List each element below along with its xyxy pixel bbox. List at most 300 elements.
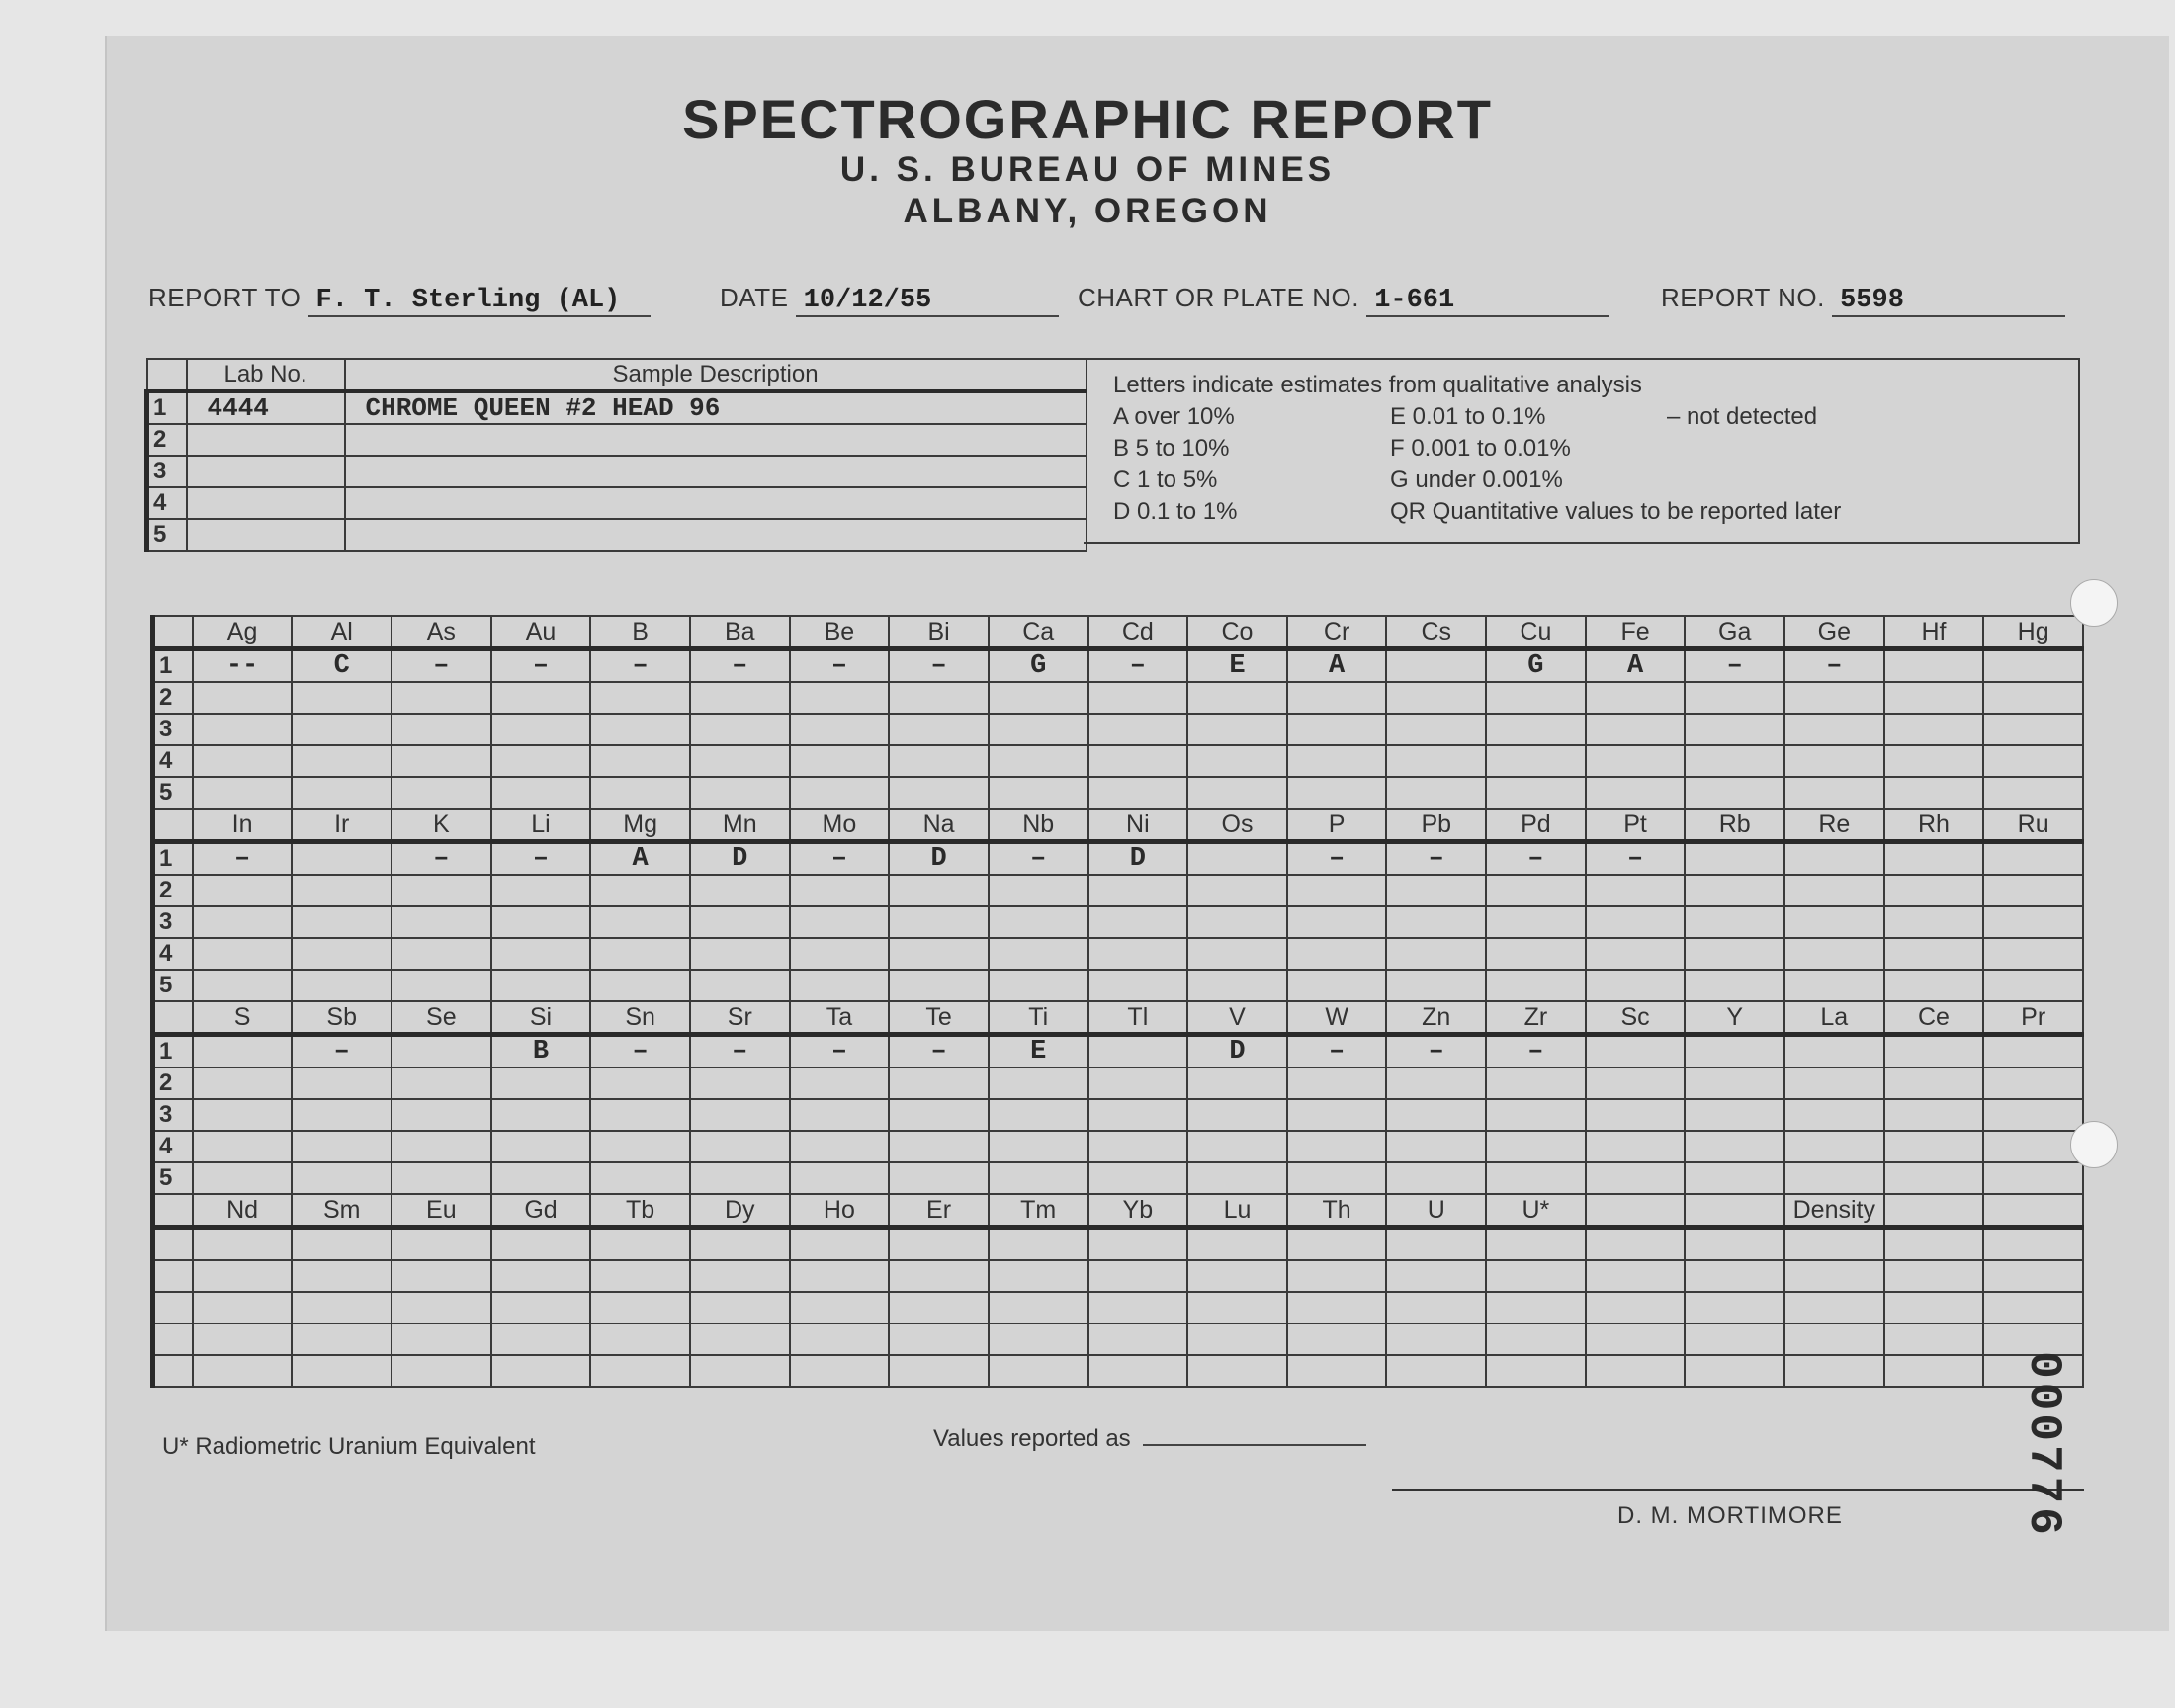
element-value-cell [491,682,591,714]
element-value-cell [392,1162,491,1194]
element-value-cell [790,714,890,745]
element-block-1-sample-row [153,649,2084,683]
element-value-cell [790,875,890,906]
element-value-cell [1088,1228,1188,1261]
element-value-cell [590,970,690,1001]
element-value-cell [1386,714,1486,745]
element-value-cell [590,906,690,938]
element-value-cell [1784,938,1884,970]
element-value-cell [1983,714,2083,745]
element-header-cell: Hg [1983,616,2083,649]
element-value-cell [193,1260,293,1292]
element-block-1-sample-row [153,777,2084,809]
element-value-cell [1685,682,1784,714]
legend-a: A over 10% [1113,403,1235,430]
element-value-cell [690,1068,790,1099]
element-value-cell [690,745,790,777]
element-value-cell [790,938,890,970]
element-header-cell: Mn [690,809,790,842]
lab-no-cell [187,424,345,456]
element-header-cell: Si [491,1001,591,1035]
element-value-cell [889,1068,989,1099]
element-header-cell: Tl [1088,1001,1188,1035]
element-value-cell [1386,1162,1486,1194]
element-value-cell [1386,938,1486,970]
element-value-cell [889,1260,989,1292]
element-block-2-sample-row [153,875,2084,906]
element-value-cell: – [1386,842,1486,876]
sample-row-number: 2 [147,424,187,456]
element-value-cell [392,777,491,809]
element-block-2-sample-row [153,970,2084,1001]
element-value-cell [1685,714,1784,745]
element-value-cell: D [1187,1035,1287,1068]
element-value-cell [1187,970,1287,1001]
element-value-cell [193,1035,293,1068]
grid-row-number [153,1260,193,1292]
element-value-cell [491,745,591,777]
element-block-1-sample-row [153,714,2084,745]
sample-description-cell [345,519,1087,551]
element-value-cell [1983,682,2083,714]
element-block-2-header-row [153,809,2084,842]
legend-e: E 0.01 to 0.1% [1390,403,1546,430]
element-value-cell [392,1228,491,1261]
element-value-cell [690,1162,790,1194]
element-value-cell [1983,1162,2083,1194]
grid-row-number [153,1324,193,1355]
element-value-cell [590,1099,690,1131]
element-value-cell [1486,875,1586,906]
element-value-cell [1685,938,1784,970]
element-value-cell [1983,1035,2083,1068]
element-value-cell [1486,1292,1586,1324]
sample-row-number: 4 [147,487,187,519]
element-value-cell [1187,777,1287,809]
element-value-cell [193,682,293,714]
element-value-cell [292,1292,392,1324]
grid-row-number [153,1355,193,1387]
element-value-cell [690,938,790,970]
element-value-cell [1088,1035,1188,1068]
stamp-number [1987,1334,2106,1552]
element-value-cell: – [1088,649,1188,683]
element-value-cell: – [193,842,293,876]
element-value-cell [491,1260,591,1292]
element-value-cell [590,777,690,809]
element-value-cell: – [790,649,890,683]
element-value-cell [1784,1035,1884,1068]
chart-plate-label: CHART OR PLATE NO. [1078,283,1359,312]
grid-row-number: 2 [153,1068,193,1099]
element-value-cell [1884,649,1984,683]
element-value-cell [590,1162,690,1194]
element-value-cell [1187,842,1287,876]
element-value-cell: – [790,842,890,876]
element-value-cell [1088,970,1188,1001]
element-header-cell: V [1187,1001,1287,1035]
element-value-cell [1486,906,1586,938]
sample-row-number: 5 [147,519,187,551]
element-header-cell: La [1784,1001,1884,1035]
element-value-cell [491,1324,591,1355]
element-value-cell [1784,1324,1884,1355]
element-value-cell [1386,682,1486,714]
element-value-cell [1386,875,1486,906]
element-block-2-sample-row [153,842,2084,876]
element-value-cell: – [1486,1035,1586,1068]
element-value-cell [392,1292,491,1324]
element-value-cell [1088,938,1188,970]
grid-row-number: 2 [153,682,193,714]
chart-plate-field [1078,283,1610,317]
element-value-cell [790,1355,890,1387]
legend-qr: QR Quantitative values to be reported later [1390,498,1842,525]
element-value-cell [1884,1260,1984,1292]
sample-description-cell [345,424,1087,456]
element-value-cell [292,682,392,714]
sample-row-number: 3 [147,456,187,487]
element-header-cell: Ga [1685,616,1784,649]
element-header-cell: S [193,1001,293,1035]
element-block-4-sample-row [153,1324,2084,1355]
element-block-1-header-row [153,616,2084,649]
element-value-cell [392,1035,491,1068]
element-value-cell [1287,1355,1387,1387]
element-value-cell [1486,970,1586,1001]
element-header-cell: Li [491,809,591,842]
element-value-cell [1983,970,2083,1001]
element-value-cell [1586,1355,1686,1387]
element-header-cell: Rb [1685,809,1784,842]
element-value-cell [1784,906,1884,938]
element-value-cell: – [392,842,491,876]
element-value-cell [1884,714,1984,745]
grid-row-number: 2 [153,875,193,906]
element-value-cell [1586,1131,1686,1162]
report-no-label: REPORT NO. [1661,283,1825,312]
element-value-cell [1983,1099,2083,1131]
element-header-cell: Cd [1088,616,1188,649]
element-header-cell: Dy [690,1194,790,1228]
element-header-cell: Be [790,616,890,649]
element-header-cell: Cs [1386,616,1486,649]
legend-box [1084,358,2080,544]
element-value-cell [1287,1260,1387,1292]
element-value-cell [790,745,890,777]
lab-no-header: Lab No. [187,359,345,391]
element-value-cell [1784,714,1884,745]
element-header-cell: Re [1784,809,1884,842]
element-value-cell [889,875,989,906]
grid-row-number: 3 [153,906,193,938]
element-value-cell [989,938,1088,970]
sample-corner-cell [147,359,187,391]
element-value-cell [1287,875,1387,906]
element-value-cell [1983,1131,2083,1162]
element-header-cell: Sn [590,1001,690,1035]
element-value-cell [1386,1260,1486,1292]
element-value-cell [1586,1292,1686,1324]
element-header-cell: Zn [1386,1001,1486,1035]
element-block-4-sample-row [153,1260,2084,1292]
element-header-cell: Cr [1287,616,1387,649]
element-value-cell [1784,1228,1884,1261]
element-value-cell [590,1355,690,1387]
element-value-cell [889,1355,989,1387]
element-value-cell [989,1162,1088,1194]
element-header-cell: U [1386,1194,1486,1228]
element-value-cell [1287,906,1387,938]
element-value-cell: – [1486,842,1586,876]
element-block-4-sample-row [153,1355,2084,1387]
element-value-cell [193,745,293,777]
element-value-cell: D [1088,842,1188,876]
element-value-cell [292,745,392,777]
element-value-cell [1784,1162,1884,1194]
element-value-cell [1088,1292,1188,1324]
element-value-cell [392,1260,491,1292]
element-value-cell [1088,1260,1188,1292]
element-value-cell [1287,1324,1387,1355]
element-header-cell: Yb [1088,1194,1188,1228]
element-value-cell [292,714,392,745]
element-value-cell: E [989,1035,1088,1068]
element-value-cell [989,777,1088,809]
element-header-cell: Al [292,616,392,649]
element-value-cell [1586,1228,1686,1261]
sample-description-cell: CHROME QUEEN #2 HEAD 96 [345,391,1087,424]
element-header-cell: Nd [193,1194,293,1228]
element-block-2-sample-row [153,938,2084,970]
element-header-cell: Ta [790,1001,890,1035]
element-value-cell: – [989,842,1088,876]
element-value-cell [790,1068,890,1099]
element-header-cell: Density [1784,1194,1884,1228]
element-value-cell [292,1260,392,1292]
element-value-cell: A [590,842,690,876]
element-value-cell [1983,1228,2083,1261]
element-value-cell [1486,745,1586,777]
element-value-cell [1386,649,1486,683]
grid-row-number: 3 [153,1099,193,1131]
element-value-cell: – [690,1035,790,1068]
element-value-cell [1784,842,1884,876]
element-value-cell [590,682,690,714]
element-value-cell [193,1099,293,1131]
element-value-cell [1287,1131,1387,1162]
element-header-cell: Se [392,1001,491,1035]
element-value-cell [1685,875,1784,906]
element-value-cell [1983,745,2083,777]
legend-d: D 0.1 to 1% [1113,498,1238,525]
element-value-cell: – [690,649,790,683]
element-value-cell [989,682,1088,714]
element-value-cell [1287,1292,1387,1324]
element-value-cell: D [690,842,790,876]
element-value-cell [491,1131,591,1162]
element-value-cell [292,777,392,809]
element-value-cell [1784,1355,1884,1387]
element-value-cell [1386,745,1486,777]
element-value-cell [491,938,591,970]
element-value-cell [1784,777,1884,809]
element-value-cell [1287,970,1387,1001]
element-header-cell [1685,1194,1784,1228]
element-value-cell [690,714,790,745]
element-value-cell: – [790,1035,890,1068]
element-header-cell: Sr [690,1001,790,1035]
element-value-cell [1685,1162,1784,1194]
element-value-cell [1685,906,1784,938]
element-value-cell [889,1324,989,1355]
element-value-cell [193,1292,293,1324]
element-header-cell: Nb [989,809,1088,842]
element-value-cell [193,1228,293,1261]
element-header-cell: Zr [1486,1001,1586,1035]
element-value-cell [590,1068,690,1099]
grid-row-number: 1 [153,1035,193,1068]
grid-corner-cell [153,616,193,649]
element-value-cell [392,938,491,970]
element-value-cell [292,1228,392,1261]
element-value-cell: – [1685,649,1784,683]
grid-row-number: 5 [153,1162,193,1194]
element-header-cell [1884,1194,1984,1228]
element-value-cell [690,1292,790,1324]
report-to-label: REPORT TO [148,283,302,312]
sample-row-number: 1 [147,391,187,424]
element-value-cell [1983,842,2083,876]
element-value-cell [392,714,491,745]
element-value-cell [1486,682,1586,714]
element-header-cell: U* [1486,1194,1586,1228]
element-value-cell [1685,1355,1784,1387]
element-value-cell [1088,1068,1188,1099]
element-header-cell: K [392,809,491,842]
element-value-cell [1386,777,1486,809]
element-header-cell: Th [1287,1194,1387,1228]
date-label: DATE [720,283,789,312]
element-value-cell [1486,1324,1586,1355]
element-value-cell [1187,938,1287,970]
element-value-cell [1586,938,1686,970]
element-value-cell [292,1068,392,1099]
element-value-cell [193,970,293,1001]
element-value-cell [193,1068,293,1099]
element-header-cell: Lu [1187,1194,1287,1228]
element-value-cell [1088,1355,1188,1387]
sample-row [147,456,1087,487]
agency-location: ALBANY, OREGON [903,192,1272,230]
element-value-cell [1486,1162,1586,1194]
punch-hole [2070,579,2118,627]
element-header-cell: As [392,616,491,649]
element-value-cell [989,745,1088,777]
element-value-cell: – [1287,842,1387,876]
element-value-cell [1884,1162,1984,1194]
element-value-cell [1088,777,1188,809]
element-value-cell [1386,1068,1486,1099]
element-value-cell: B [491,1035,591,1068]
element-value-cell [193,906,293,938]
element-value-cell [889,777,989,809]
element-header-cell: Sb [292,1001,392,1035]
element-value-cell [1386,1099,1486,1131]
stamp-number-text: 000776 [2018,1351,2069,1539]
grid-corner-cell [153,1001,193,1035]
element-value-cell [1586,682,1686,714]
element-value-cell [1983,1068,2083,1099]
date-field [720,283,1059,317]
element-value-cell [889,745,989,777]
element-value-cell [790,1162,890,1194]
element-value-cell: G [989,649,1088,683]
element-header-cell [1983,1194,2083,1228]
lab-no-cell [187,487,345,519]
element-value-cell [491,1355,591,1387]
sample-row [147,487,1087,519]
element-value-cell [1685,745,1784,777]
element-value-cell [1386,1292,1486,1324]
lab-no-cell [187,456,345,487]
element-value-cell [1088,1162,1188,1194]
element-value-cell [1784,1260,1884,1292]
element-value-cell [1983,777,2083,809]
element-value-cell [491,1162,591,1194]
element-value-cell [491,714,591,745]
element-value-cell: -- [193,649,293,683]
element-value-cell [1187,1131,1287,1162]
element-value-cell [1685,1035,1784,1068]
element-value-cell [1287,777,1387,809]
element-value-cell [889,1099,989,1131]
element-value-cell [193,777,293,809]
element-header-cell [1586,1194,1686,1228]
report-to-value: F. T. Sterling (AL) [308,286,651,317]
element-value-cell: – [1784,649,1884,683]
element-value-cell [989,970,1088,1001]
element-header-cell: Fe [1586,616,1686,649]
element-value-cell [1586,745,1686,777]
element-value-cell: – [889,1035,989,1068]
element-value-cell [1287,1068,1387,1099]
element-value-cell [989,1292,1088,1324]
element-value-cell [1983,1260,2083,1292]
sample-table [144,358,1088,552]
element-value-cell [1784,1131,1884,1162]
element-value-cell: – [491,842,591,876]
element-value-cell [790,682,890,714]
element-value-cell [590,745,690,777]
element-value-cell [889,1162,989,1194]
element-value-cell [790,906,890,938]
element-value-cell [292,1131,392,1162]
element-value-cell [989,875,1088,906]
element-block-3-header-row [153,1001,2084,1035]
element-value-cell [1884,875,1984,906]
element-value-cell [1586,1068,1686,1099]
element-value-cell: – [889,649,989,683]
element-value-cell [491,970,591,1001]
element-header-cell: Pb [1386,809,1486,842]
element-value-cell [292,875,392,906]
element-header-cell: Hf [1884,616,1984,649]
element-value-cell [292,842,392,876]
element-value-cell [1088,745,1188,777]
grid-corner-cell [153,1194,193,1228]
element-value-cell [989,1355,1088,1387]
